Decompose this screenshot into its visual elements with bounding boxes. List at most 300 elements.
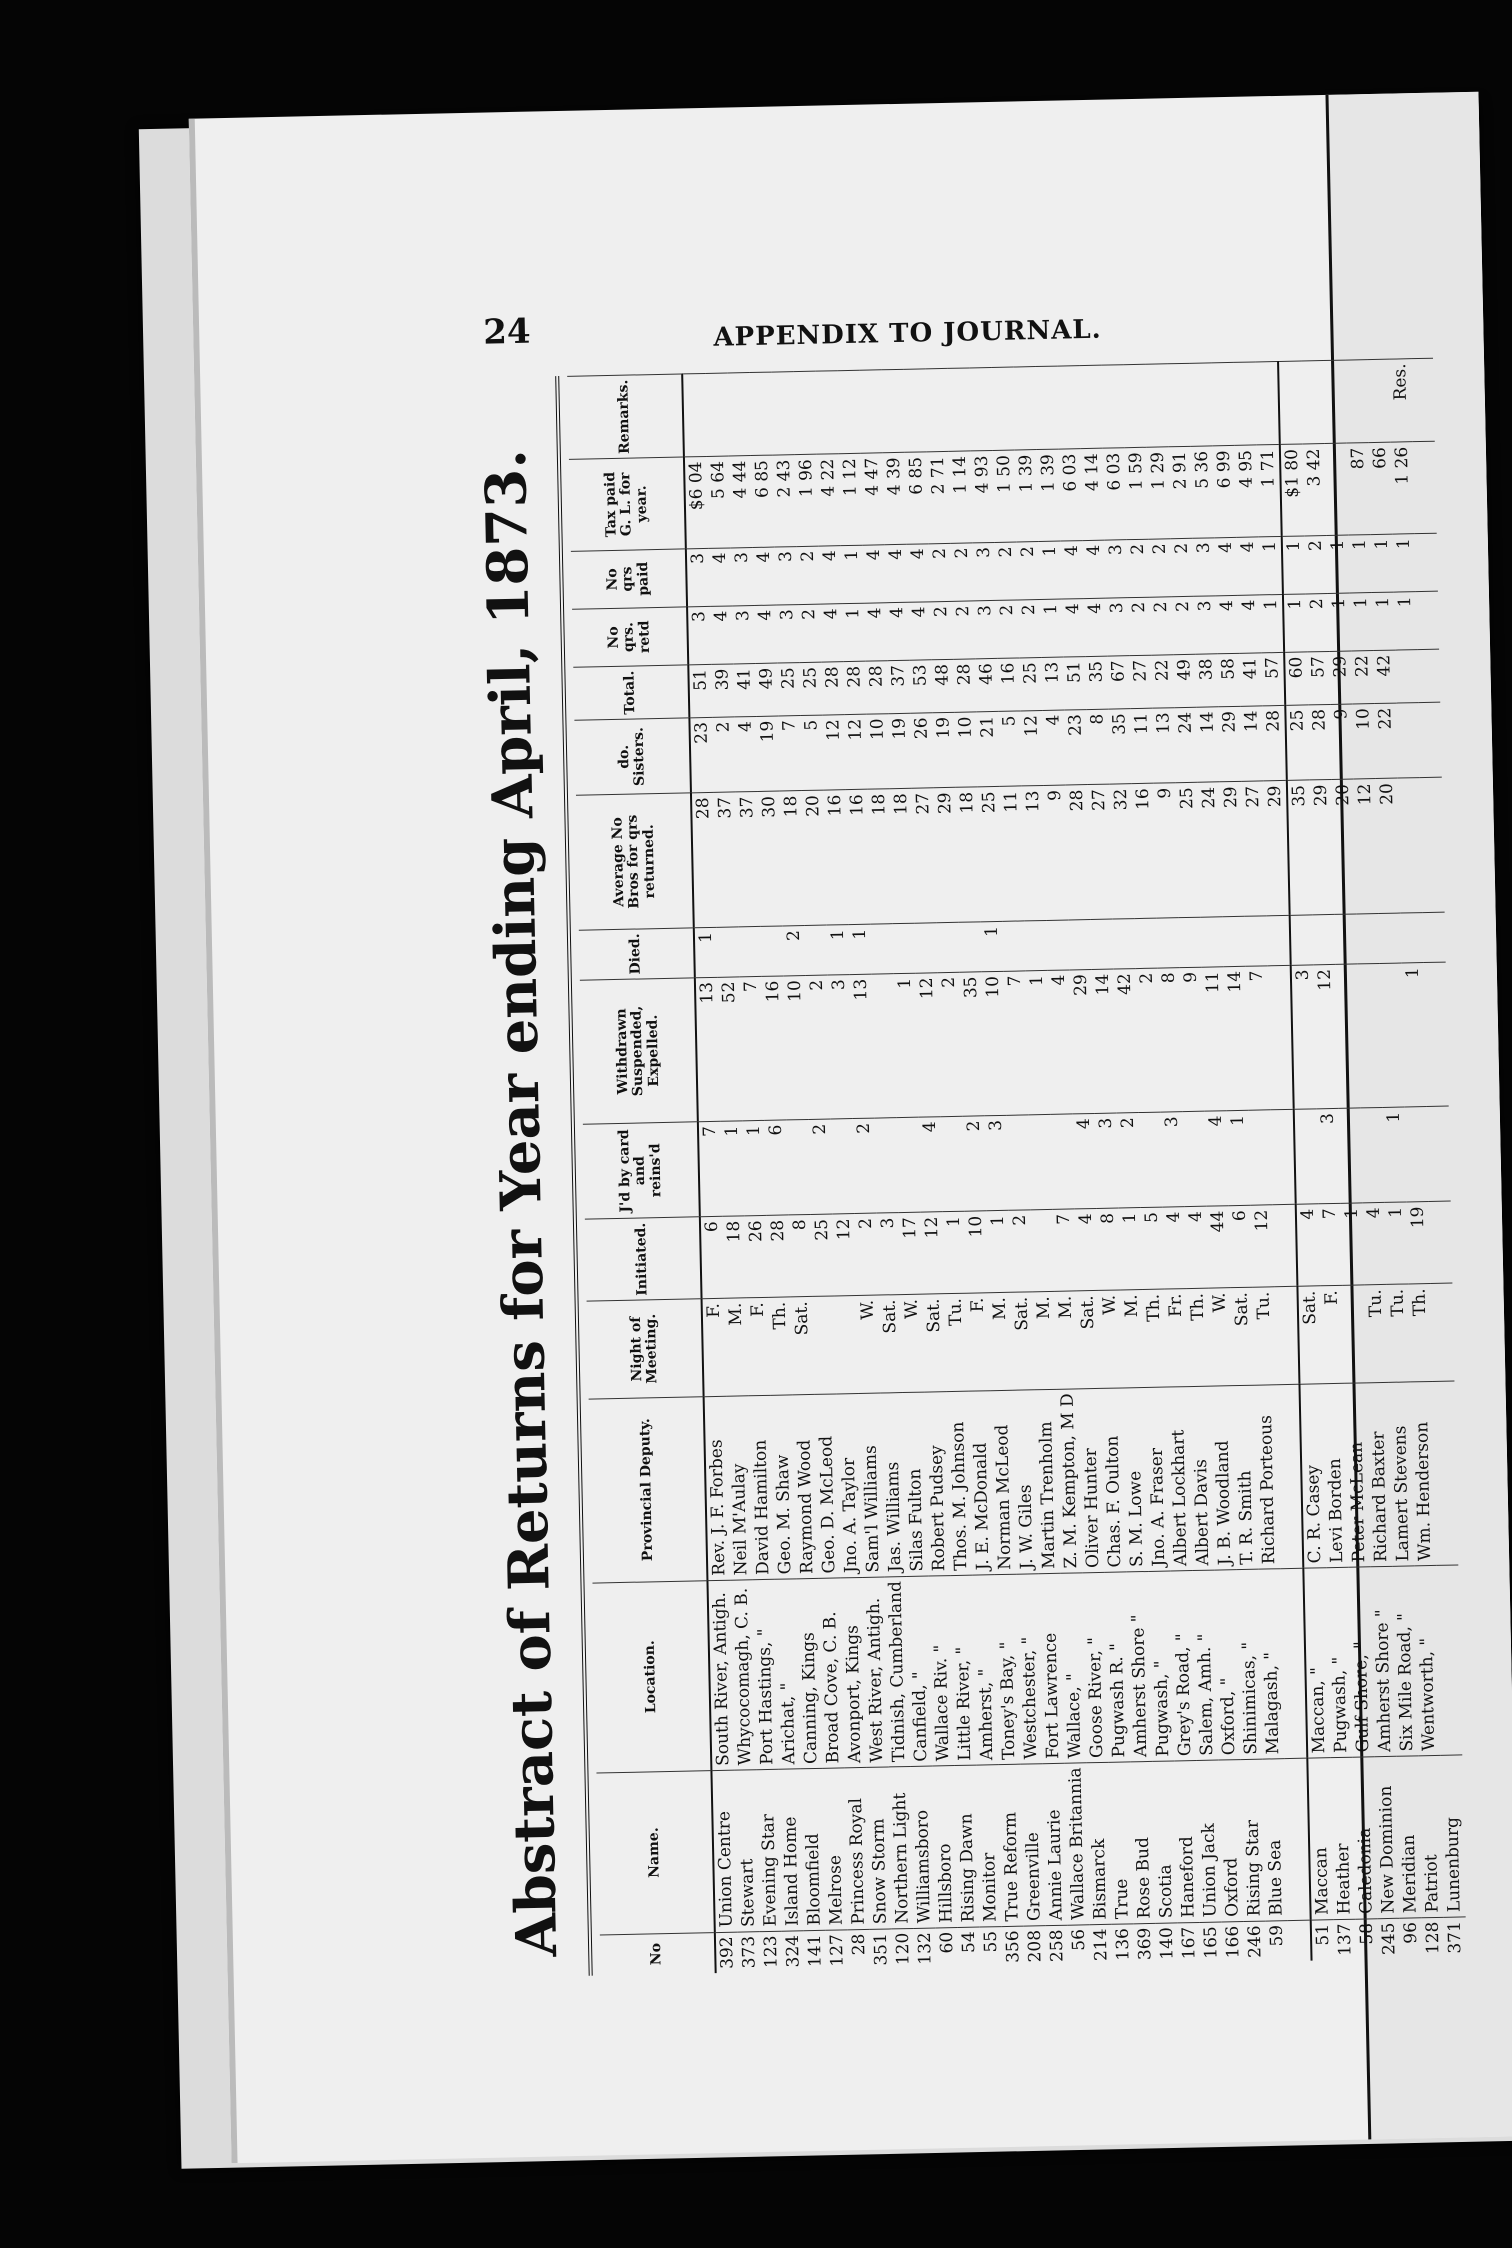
table-cell: Rose Bud bbox=[1130, 1761, 1155, 1923]
table-cell: 16 bbox=[997, 658, 1020, 711]
table-cell bbox=[859, 370, 883, 454]
col-header: No bbox=[600, 1932, 716, 1975]
table-cell: 4 14 bbox=[1081, 449, 1105, 541]
table-cell: Arichat, " bbox=[774, 1579, 800, 1769]
table-cell: Raymond Wood bbox=[793, 1394, 819, 1579]
table-cell: 10 bbox=[784, 975, 809, 1120]
table-cell: Northern Light bbox=[888, 1766, 913, 1928]
table-cell: 2 bbox=[1128, 597, 1151, 655]
table-cell bbox=[1139, 1112, 1163, 1208]
table-cell: 5 bbox=[998, 711, 1022, 787]
table-cell: 96 bbox=[1400, 1917, 1423, 1958]
table-cell: 4 22 bbox=[817, 454, 841, 546]
table-cell: 32 bbox=[1110, 784, 1135, 919]
table-cell: Maccan bbox=[1307, 1758, 1333, 1920]
table-cell: 12 bbox=[822, 715, 846, 791]
table-cell: 2 43 bbox=[773, 455, 797, 547]
table-cell bbox=[903, 369, 927, 453]
table-cell: 1 bbox=[1371, 534, 1394, 593]
journal-page bbox=[189, 92, 1512, 2164]
table-cell: 13 bbox=[1041, 657, 1064, 710]
table-cell: 6 bbox=[700, 1217, 725, 1299]
table-cell: Sat. bbox=[1076, 1291, 1100, 1389]
table-cell: 1 bbox=[694, 927, 718, 978]
table-cell: Tu. bbox=[945, 1293, 969, 1391]
table-cell: 4 bbox=[1073, 1114, 1097, 1210]
table-cell: 20 bbox=[1376, 778, 1401, 913]
table-cell bbox=[1273, 1205, 1298, 1287]
table-cell: 58 bbox=[1217, 653, 1240, 706]
table-cell bbox=[1420, 777, 1445, 912]
table-cell: 1 bbox=[842, 603, 865, 661]
table-cell: 4 bbox=[1216, 595, 1239, 653]
table-cell bbox=[1323, 360, 1347, 444]
table-cell: 4 bbox=[919, 1117, 943, 1213]
table-cell: 1 12 bbox=[839, 454, 863, 546]
col-header: No qrs paid bbox=[571, 549, 687, 610]
table-cell: 3 bbox=[1193, 538, 1216, 597]
table-cell: 2 bbox=[853, 1118, 877, 1214]
table-cell: Monitor bbox=[976, 1765, 1001, 1927]
table-cell: Amherst Shore " bbox=[1370, 1566, 1396, 1756]
table-cell: 4 bbox=[1238, 595, 1261, 653]
table-cell bbox=[1335, 914, 1358, 964]
table-cell bbox=[1413, 442, 1437, 534]
table-cell: Richard Porteous bbox=[1254, 1384, 1280, 1569]
table-cell: 1 bbox=[1039, 541, 1062, 600]
table-cell bbox=[925, 368, 949, 452]
table-cell bbox=[1325, 443, 1349, 535]
table-cell: 8 bbox=[1086, 709, 1110, 785]
page-number: 24 bbox=[482, 311, 532, 353]
table-cell: Albert Lockhart bbox=[1166, 1386, 1192, 1571]
table-cell bbox=[1395, 650, 1418, 703]
table-cell: 51 bbox=[688, 664, 712, 717]
table-cell: 166 bbox=[1222, 1921, 1245, 1962]
table-cell: W. bbox=[1098, 1290, 1122, 1388]
table-cell: 351 bbox=[870, 1928, 893, 1969]
table-cell: 28 bbox=[865, 661, 888, 714]
table-cell: Canning, Kings bbox=[796, 1578, 822, 1768]
table-cell bbox=[893, 923, 916, 973]
table-cell bbox=[813, 1296, 837, 1394]
table-cell: 11 bbox=[1202, 967, 1227, 1112]
table-cell: Scotia bbox=[1152, 1761, 1177, 1923]
table-cell: 55 bbox=[980, 1926, 1003, 1967]
table-cell: Sam'l Williams bbox=[859, 1393, 885, 1578]
table-cell: 1 bbox=[849, 924, 872, 974]
table-cell: 4 bbox=[1048, 970, 1073, 1115]
table-cell: Avonport, Kings bbox=[840, 1577, 866, 1767]
table-title: Abstract of Returns for Year ending April, 1873. bbox=[449, 376, 592, 1978]
table-cell: 11 bbox=[1000, 786, 1025, 921]
table-cell: 4 39 bbox=[883, 453, 907, 545]
col-header: Withdrawn Suspended, Expelled. bbox=[580, 978, 698, 1124]
table-cell: Little River, " bbox=[950, 1575, 976, 1765]
table-cell bbox=[1091, 919, 1114, 969]
table-cell: 4 bbox=[1215, 537, 1238, 596]
table-cell bbox=[937, 922, 960, 972]
table-cell: 4 44 bbox=[729, 456, 753, 548]
table-cell: 2 bbox=[930, 601, 953, 659]
table-cell: 19 bbox=[756, 716, 780, 792]
table-cell: 11 bbox=[1130, 708, 1154, 784]
table-cell: 22 bbox=[1151, 655, 1174, 708]
table-cell: 14 bbox=[1224, 966, 1249, 1111]
table-cell bbox=[1249, 1110, 1273, 1206]
table-cell: 371 bbox=[1444, 1916, 1467, 1957]
table-cell: 2 bbox=[1172, 596, 1195, 654]
table-cell: 12 bbox=[1354, 779, 1379, 914]
table-cell: 25 bbox=[1019, 658, 1042, 711]
table-cell: 7 bbox=[778, 715, 802, 791]
table-cell: 2 bbox=[996, 600, 1019, 658]
table-cell: M. bbox=[1054, 1291, 1078, 1389]
table-cell: 22 bbox=[1374, 703, 1398, 779]
table-cell: 3 bbox=[1161, 1112, 1185, 1208]
table-cell bbox=[1417, 649, 1440, 702]
table-cell: 28 bbox=[1308, 704, 1332, 780]
table-cell: J. B. Woodland bbox=[1210, 1385, 1236, 1570]
table-cell: 2 bbox=[1150, 597, 1173, 655]
table-cell: 1 26 bbox=[1391, 442, 1415, 534]
table-cell: 165 bbox=[1200, 1922, 1223, 1963]
table-cell: Jno. A. Taylor bbox=[837, 1393, 863, 1578]
table-cell: 23 bbox=[689, 717, 714, 793]
table-cell: 258 bbox=[1046, 1925, 1069, 1966]
table-cell bbox=[739, 926, 762, 976]
table-cell: 4 bbox=[1163, 1207, 1187, 1289]
table-cell: 1 bbox=[1402, 963, 1427, 1108]
table-cell: 18 bbox=[956, 787, 981, 922]
table-cell bbox=[1313, 914, 1336, 964]
table-cell: Bismarck bbox=[1086, 1762, 1111, 1924]
table-cell: 25 bbox=[799, 662, 822, 715]
col-header: Tax paid G. L. for year. bbox=[569, 457, 686, 551]
table-cell: Wm. Henderson bbox=[1410, 1381, 1436, 1566]
table-cell: 1 bbox=[1383, 1107, 1407, 1203]
table-cell: 4 bbox=[908, 602, 931, 660]
table-cell: 23 bbox=[1064, 709, 1088, 785]
table-cell: Toney's Bay, " bbox=[994, 1574, 1020, 1764]
table-cell bbox=[1029, 1114, 1053, 1210]
table-cell: Haneford bbox=[1174, 1760, 1199, 1922]
table-cell: Grey's Road, " bbox=[1170, 1570, 1196, 1760]
table-cell: 8 bbox=[1158, 968, 1183, 1113]
table-cell: True Reform bbox=[998, 1764, 1023, 1926]
table-cell: 4 bbox=[1083, 540, 1106, 599]
table-cell bbox=[1179, 917, 1202, 967]
table-cell: Pugwash, " bbox=[1326, 1567, 1352, 1757]
table-cell: Lunenburg bbox=[1440, 1755, 1465, 1917]
table-cell bbox=[749, 372, 773, 456]
table-cell: W. bbox=[901, 1294, 925, 1392]
table-cell bbox=[1051, 1114, 1075, 1210]
table-cell bbox=[1284, 1758, 1310, 1920]
table-cell: Tu. bbox=[1386, 1284, 1410, 1382]
table-cell: 8 bbox=[1097, 1208, 1121, 1290]
table-cell: 19 bbox=[932, 712, 956, 788]
table-cell: 37 bbox=[714, 792, 739, 927]
table-cell: 5 64 bbox=[707, 456, 731, 548]
table-cell: Jno. A. Fraser bbox=[1145, 1387, 1171, 1572]
table-cell: 4 bbox=[863, 545, 886, 604]
table-cell: 4 bbox=[885, 544, 908, 603]
table-cell: 2 bbox=[712, 717, 736, 793]
table-cell: 27 bbox=[1242, 781, 1267, 916]
table-cell: Heather bbox=[1330, 1757, 1355, 1919]
table-cell: Wallace Britannia bbox=[1064, 1763, 1089, 1925]
table-cell bbox=[1145, 364, 1169, 448]
table-cell: 136 bbox=[1112, 1923, 1135, 1964]
table-cell: F. bbox=[1320, 1286, 1344, 1384]
table-cell bbox=[1429, 1201, 1453, 1283]
table-cell: 6 bbox=[765, 1120, 789, 1216]
table-cell: 1 bbox=[943, 1211, 967, 1293]
table-cell: W. bbox=[1208, 1288, 1232, 1386]
table-cell: 28 bbox=[848, 1929, 871, 1970]
table-cell: 39 bbox=[711, 664, 734, 717]
table-cell bbox=[1113, 919, 1136, 969]
table-cell: 3 bbox=[1194, 596, 1217, 654]
table-cell: M. bbox=[725, 1298, 749, 1396]
table-cell: New Dominion bbox=[1374, 1756, 1399, 1918]
table-cell: 51 bbox=[1063, 657, 1086, 710]
table-cell: 1 71 bbox=[1257, 445, 1282, 537]
table-cell: 4 bbox=[1075, 1209, 1099, 1291]
table-cell: Norman McLeod bbox=[991, 1390, 1017, 1575]
table-cell: $6 04 bbox=[684, 457, 709, 549]
table-cell: 1 bbox=[1349, 534, 1372, 593]
table-cell bbox=[1047, 920, 1070, 970]
table-cell: Th. bbox=[1408, 1284, 1432, 1382]
table-cell: 369 bbox=[1134, 1923, 1157, 1964]
table-cell: M. bbox=[988, 1292, 1012, 1390]
table-cell: 1 bbox=[1227, 1110, 1251, 1206]
table-cell: 30 bbox=[758, 791, 783, 926]
table-cell: Oxford, " bbox=[1214, 1569, 1240, 1759]
table-cell: Williamsboro bbox=[910, 1766, 935, 1928]
table-cell bbox=[1294, 1109, 1319, 1205]
table-cell: 58 bbox=[1356, 1918, 1379, 1959]
table-cell: Tidnish, Cumberland bbox=[884, 1576, 910, 1766]
table-cell: 4 bbox=[1042, 710, 1066, 786]
table-cell: 38 bbox=[1195, 654, 1218, 707]
table-cell: 19 bbox=[1407, 1202, 1431, 1284]
table-cell: 12 bbox=[1251, 1205, 1275, 1287]
table-cell: 46 bbox=[975, 658, 998, 711]
table-cell: 28 bbox=[691, 793, 717, 928]
table-cell: Th. bbox=[1142, 1289, 1166, 1387]
table-cell: Rising Dawn bbox=[954, 1765, 979, 1927]
abstract-table bbox=[567, 358, 1466, 1976]
table-cell: Oliver Hunter bbox=[1079, 1388, 1105, 1573]
table-cell: 214 bbox=[1090, 1924, 1113, 1965]
table-cell bbox=[787, 1119, 811, 1215]
table-cell bbox=[1013, 367, 1037, 451]
table-cell: 26 bbox=[910, 713, 934, 789]
table-cell: West River, Antigh. bbox=[862, 1577, 888, 1767]
table-cell: 2 bbox=[1306, 593, 1329, 651]
table-cell: Westchester, " bbox=[1016, 1574, 1042, 1764]
table-cell bbox=[1345, 360, 1369, 444]
table-cell: Maccan, " bbox=[1303, 1568, 1330, 1759]
table-cell: 245 bbox=[1378, 1918, 1401, 1959]
table-cell: David Hamilton bbox=[749, 1395, 775, 1580]
table-cell: 2 bbox=[783, 925, 806, 975]
table-cell: 1 bbox=[1259, 536, 1283, 595]
table-cell: Martin Trenholm bbox=[1035, 1389, 1061, 1574]
table-cell: Blue Sea bbox=[1262, 1759, 1287, 1921]
table-cell: 1 bbox=[1394, 592, 1417, 650]
table-cell: 137 bbox=[1334, 1919, 1357, 1960]
table-cell: 1 bbox=[1040, 599, 1063, 657]
table-cell: 6 03 bbox=[1059, 449, 1083, 541]
table-cell: 8 bbox=[789, 1215, 813, 1297]
table-cell: 3 bbox=[1105, 540, 1128, 599]
table-cell: 1 50 bbox=[993, 450, 1017, 542]
table-cell: Tu. bbox=[1364, 1285, 1388, 1383]
table-cell: Oxford bbox=[1218, 1759, 1243, 1921]
table-cell: 1 bbox=[743, 1120, 767, 1216]
table-cell: Silas Fulton bbox=[903, 1392, 929, 1577]
table-cell: 3 42 bbox=[1303, 444, 1327, 536]
table-cell: 59 bbox=[1266, 1920, 1289, 1961]
table-cell: 7 bbox=[1004, 971, 1029, 1116]
table-cell: 67 bbox=[1107, 656, 1130, 709]
table-cell: Stewart bbox=[734, 1770, 759, 1932]
table-cell bbox=[1278, 361, 1303, 445]
table-cell bbox=[1135, 918, 1158, 968]
table-cell: 5 bbox=[800, 715, 824, 791]
rotated-table-block bbox=[449, 357, 1482, 1978]
table-cell: $1 80 bbox=[1280, 444, 1305, 536]
table-cell: 1 39 bbox=[1037, 449, 1061, 541]
table-cell: 1 29 bbox=[1147, 447, 1171, 539]
table-cell: 4 bbox=[710, 606, 733, 664]
table-cell: 9 bbox=[1330, 704, 1354, 780]
col-header: Remarks. bbox=[567, 374, 684, 460]
table-cell: 3 bbox=[1106, 598, 1129, 656]
table-cell: 120 bbox=[892, 1928, 915, 1969]
table-cell: 28 bbox=[767, 1215, 791, 1297]
table-cell: 29 bbox=[1070, 969, 1095, 1114]
table-cell: Th. bbox=[1186, 1288, 1210, 1386]
table-cell bbox=[1416, 591, 1439, 649]
table-cell: Res. bbox=[1389, 359, 1413, 443]
table-cell: 66 bbox=[1369, 442, 1393, 534]
table-cell bbox=[727, 373, 751, 457]
table-cell: Pugwash R. " bbox=[1104, 1572, 1130, 1762]
table-cell bbox=[897, 1117, 921, 1213]
table-cell: Greenville bbox=[1020, 1764, 1045, 1926]
table-cell: Annie Laurie bbox=[1042, 1763, 1067, 1925]
table-cell: J. E. McDonald bbox=[969, 1390, 995, 1575]
table-cell: 4 bbox=[907, 544, 930, 603]
table-cell: 41 bbox=[733, 664, 756, 717]
table-cell: 12 bbox=[844, 714, 868, 790]
table-cell: 1 bbox=[1260, 594, 1284, 652]
table-cell: Sat. bbox=[923, 1294, 947, 1392]
table-cell bbox=[837, 370, 861, 454]
table-cell: 3 bbox=[828, 975, 853, 1120]
table-cell: Wallace, " bbox=[1060, 1573, 1086, 1763]
table-cell bbox=[1057, 366, 1081, 450]
table-cell bbox=[1336, 964, 1361, 1109]
table-cell: Jas. Williams bbox=[881, 1392, 907, 1577]
table-cell: Albert Davis bbox=[1188, 1386, 1214, 1571]
table-cell: 5 bbox=[1141, 1207, 1165, 1289]
table-cell bbox=[831, 1119, 855, 1215]
table-cell: 1 bbox=[987, 1211, 1011, 1293]
table-cell: Fort Lawrence bbox=[1038, 1573, 1064, 1763]
table-cell: 127 bbox=[826, 1929, 849, 1970]
table-cell: 7 bbox=[1246, 966, 1271, 1111]
col-header: No qrs. retd bbox=[572, 607, 688, 667]
table-cell: 4 bbox=[1205, 1111, 1229, 1207]
table-cell: 18 bbox=[890, 789, 915, 924]
table-cell: 10 bbox=[1352, 703, 1376, 779]
table-cell: F. bbox=[747, 1298, 771, 1396]
table-cell: 2 bbox=[1009, 1210, 1033, 1292]
col-header: Initiated. bbox=[585, 1217, 702, 1301]
table-cell: 2 bbox=[1136, 968, 1161, 1113]
table-cell bbox=[682, 373, 707, 457]
table-cell: 28 bbox=[843, 661, 866, 714]
table-cell bbox=[1035, 366, 1059, 450]
table-cell: Gulf Shore, " bbox=[1348, 1567, 1374, 1757]
table-cell: Meridian bbox=[1396, 1756, 1421, 1918]
table-cell: 29 bbox=[1310, 780, 1335, 915]
table-cell bbox=[717, 927, 740, 977]
table-cell: 18 bbox=[723, 1216, 747, 1298]
table-cell: C. R. Casey bbox=[1299, 1384, 1326, 1569]
table-cell: 16 bbox=[762, 976, 787, 1121]
table-cell bbox=[1201, 917, 1224, 967]
table-cell bbox=[1415, 533, 1438, 592]
table-cell: Evening Star bbox=[756, 1769, 781, 1931]
table-cell: Rising Star bbox=[1240, 1759, 1265, 1921]
table-cell: 4 bbox=[1296, 1204, 1321, 1286]
table-cell: 14 bbox=[1092, 969, 1117, 1114]
table-cell bbox=[1031, 1210, 1055, 1292]
table-cell: 48 bbox=[931, 659, 954, 712]
table-cell: 37 bbox=[736, 792, 761, 927]
table-cell: 7 bbox=[740, 976, 765, 1121]
col-header: Provincial Deputy. bbox=[589, 1396, 708, 1582]
table-cell: 3 bbox=[776, 605, 799, 663]
table-cell: Hillsboro bbox=[932, 1765, 957, 1927]
table-cell: 4 bbox=[753, 547, 776, 606]
table-cell: Whycocomagh, C. B. bbox=[730, 1580, 756, 1770]
table-cell: 1 bbox=[1372, 592, 1395, 650]
table-cell: 356 bbox=[1002, 1926, 1025, 1967]
table-cell: 3 bbox=[775, 546, 798, 605]
table-cell: 1 39 bbox=[1015, 450, 1039, 542]
table-cell: 7 bbox=[1053, 1209, 1077, 1291]
table-cell: Fr. bbox=[1164, 1289, 1188, 1387]
table-cell: 42 bbox=[1114, 969, 1139, 1114]
table-cell: 10 bbox=[982, 971, 1007, 1116]
table-cell: 28 bbox=[1262, 705, 1287, 781]
table-cell bbox=[969, 367, 993, 451]
table-cell: 29 bbox=[1329, 651, 1352, 704]
table-cell: Pugwash, " bbox=[1148, 1571, 1174, 1761]
table-cell bbox=[1245, 916, 1268, 966]
table-cell bbox=[1430, 1283, 1454, 1381]
table-cell: 20 bbox=[1332, 779, 1357, 914]
col-header: Name. bbox=[596, 1771, 714, 1935]
